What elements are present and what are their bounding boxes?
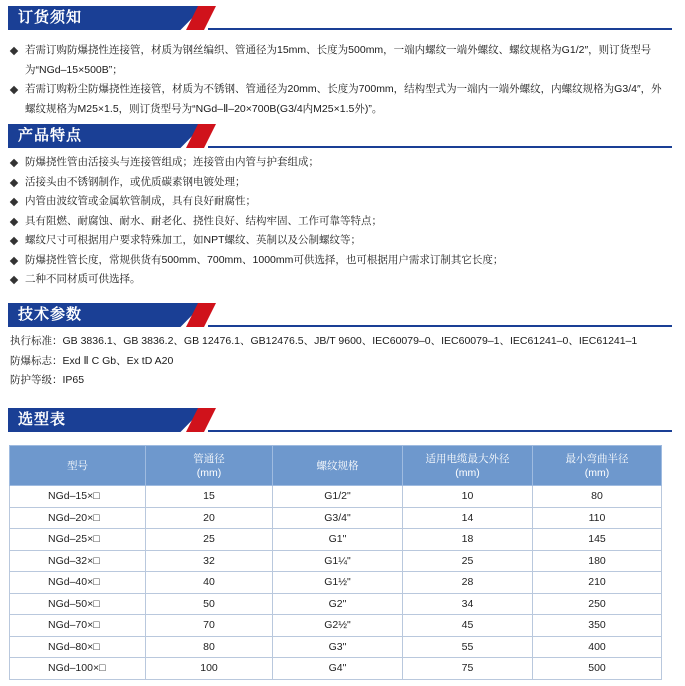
col-header-cable-od: 适用电缆最大外径 (mm) — [403, 446, 533, 486]
table-cell: NGd–15×□ — [10, 486, 146, 508]
table-cell: G2½" — [273, 615, 403, 637]
section-header-order — [8, 6, 672, 30]
table-cell: 14 — [403, 507, 533, 529]
protection-level-line: 防护等级：IP65 — [10, 374, 85, 386]
table-cell: 45 — [403, 615, 533, 637]
diamond-bullet-icon — [10, 256, 18, 264]
section-title-features: 产品特点 — [18, 127, 83, 144]
table-cell: 210 — [533, 572, 662, 594]
list-item: 若需订购防爆挠性连接管，材质为钢丝编织、管通径为15mm、长度为500mm，一端内螺纹一端外螺纹、螺纹规格为G1/2″，则订货型号为“NGd–15×500B”； — [10, 41, 671, 80]
list-item: 若需订购粉尘防爆挠性连接管，材质为不锈钢、管通径为20mm、长度为700mm，结构型式为一端内一端外螺纹，内螺纹规格为G3/4″，外螺纹规格为M25×1.5，则订货型号为“NGd–Ⅱ–20×700B(G3/4内M25×1.5外)”。 — [10, 80, 671, 119]
col-header-bore: 管通径 (mm) — [146, 446, 273, 486]
selection-table-body — [10, 486, 662, 680]
table-cell: 55 — [403, 636, 533, 658]
table-cell: NGd–20×□ — [10, 507, 146, 529]
table-cell: 28 — [403, 572, 533, 594]
table-cell: G1½" — [273, 572, 403, 594]
table-cell: 80 — [146, 636, 273, 658]
diamond-bullet-icon — [10, 47, 18, 55]
table-row — [10, 486, 662, 508]
table-cell: 18 — [403, 529, 533, 551]
diamond-bullet-icon — [10, 276, 18, 284]
table-cell: NGd–70×□ — [10, 615, 146, 637]
list-item: 活接头由不锈钢制作，或优质碳素钢电镀处理； — [10, 173, 671, 193]
table-cell: 75 — [403, 658, 533, 680]
table-row — [10, 550, 662, 572]
table-cell: 70 — [146, 615, 273, 637]
table-cell: 80 — [533, 486, 662, 508]
table-row — [10, 507, 662, 529]
section-title-selection: 选型表 — [18, 411, 67, 428]
list-item: 二种不同材质可供选择。 — [10, 270, 671, 290]
diamond-bullet-icon — [10, 237, 18, 245]
table-cell: NGd–100×□ — [10, 658, 146, 680]
table-cell: 10 — [403, 486, 533, 508]
tech-params — [10, 332, 637, 391]
diamond-bullet-icon — [10, 217, 18, 225]
list-item: 具有阻燃、耐腐蚀、耐水、耐老化、挠性良好、结构牢固、工作可靠等特点； — [10, 212, 671, 232]
table-row — [10, 615, 662, 637]
table-cell: 15 — [146, 486, 273, 508]
diamond-bullet-icon — [10, 159, 18, 167]
table-cell: NGd–50×□ — [10, 593, 146, 615]
col-header-model: 型号 — [10, 446, 146, 486]
order-notes-list — [10, 41, 671, 119]
list-item: 螺纹尺寸可根据用户要求特殊加工，如NPT螺纹、英制以及公制螺纹等； — [10, 231, 671, 251]
section-header-selection — [8, 408, 672, 432]
table-cell: NGd–32×□ — [10, 550, 146, 572]
table-cell: 50 — [146, 593, 273, 615]
table-cell: 100 — [146, 658, 273, 680]
table-row — [10, 572, 662, 594]
table-cell: 145 — [533, 529, 662, 551]
list-item: 内管由波纹管或金属软管制成，具有良好耐腐性； — [10, 192, 671, 212]
table-cell: 20 — [146, 507, 273, 529]
table-cell: 25 — [403, 550, 533, 572]
list-item: 防爆挠性管由活接头与连接管组成；连接管由内管与护套组成； — [10, 153, 671, 173]
col-header-bend-radius: 最小弯曲半径 (mm) — [533, 446, 662, 486]
table-row — [10, 529, 662, 551]
table-row — [10, 658, 662, 680]
table-cell: 32 — [146, 550, 273, 572]
table-row — [10, 593, 662, 615]
col-header-thread: 螺纹规格 — [273, 446, 403, 486]
table-cell: 400 — [533, 636, 662, 658]
section-header-features — [8, 124, 672, 148]
table-header-row — [10, 446, 662, 486]
section-header-tech — [8, 303, 672, 327]
table-cell: 350 — [533, 615, 662, 637]
table-cell: G1" — [273, 529, 403, 551]
table-cell: G3/4" — [273, 507, 403, 529]
explosion-mark-line: 防爆标志：Exd Ⅱ C Gb、Ex tD A20 — [10, 354, 174, 367]
table-cell: NGd–40×□ — [10, 572, 146, 594]
standards-line: 执行标准：GB 3836.1、GB 3836.2、GB 12476.1、GB12476.5、JB/T 9600、IEC60079–0、IEC60079–1、IEC61241–0、IEC61241–1 — [10, 335, 638, 347]
table-cell: 34 — [403, 593, 533, 615]
section-title-tech: 技术参数 — [18, 306, 83, 323]
table-cell: G1/2" — [273, 486, 403, 508]
selection-table — [9, 445, 662, 680]
list-item: 防爆挠性管长度，常规供货有500mm、700mm、1000mm可供选择，也可根据用户需求订制其它长度； — [10, 251, 671, 271]
diamond-bullet-icon — [10, 198, 18, 206]
table-cell: 250 — [533, 593, 662, 615]
table-cell: 180 — [533, 550, 662, 572]
features-list — [10, 153, 671, 290]
table-cell: NGd–25×□ — [10, 529, 146, 551]
table-cell: G2" — [273, 593, 403, 615]
diamond-bullet-icon — [10, 178, 18, 186]
table-cell: G4" — [273, 658, 403, 680]
table-cell: NGd–80×□ — [10, 636, 146, 658]
table-cell: G1¼" — [273, 550, 403, 572]
table-cell: 40 — [146, 572, 273, 594]
table-cell: G3" — [273, 636, 403, 658]
table-row — [10, 636, 662, 658]
diamond-bullet-icon — [10, 86, 18, 94]
table-cell: 500 — [533, 658, 662, 680]
table-cell: 110 — [533, 507, 662, 529]
table-cell: 25 — [146, 529, 273, 551]
section-title-order: 订货须知 — [18, 9, 83, 26]
